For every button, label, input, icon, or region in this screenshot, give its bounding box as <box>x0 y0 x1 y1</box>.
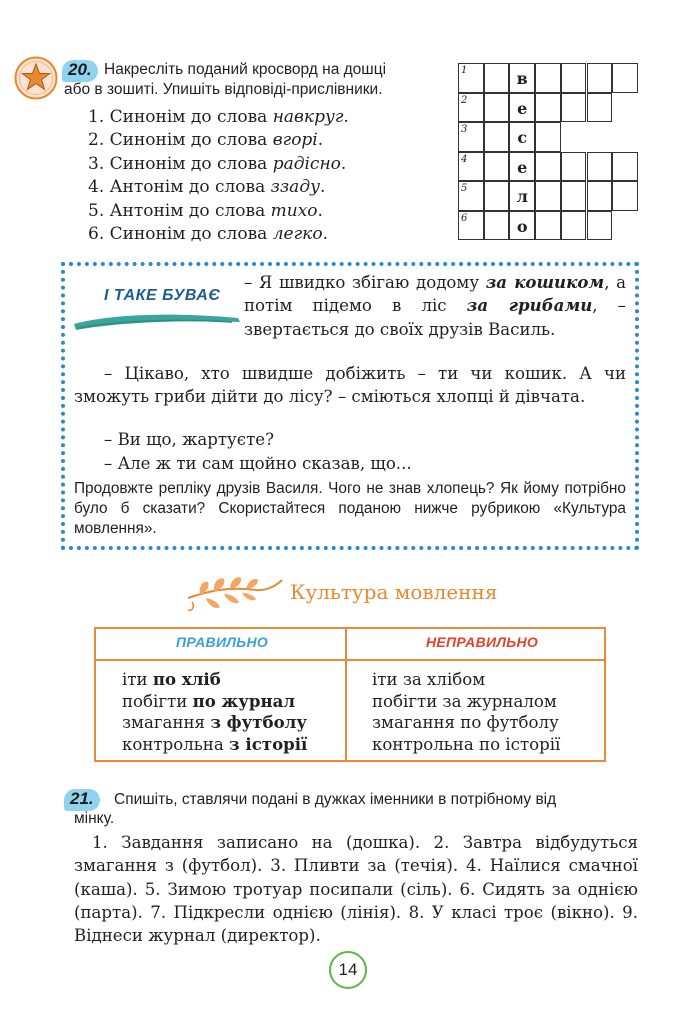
list-item: 3. Синонім до слова радісно. <box>88 153 347 174</box>
crossword-cell <box>458 211 484 241</box>
crossword-cell <box>587 93 613 123</box>
box-heading: І ТАКЕ БУВАЄ <box>104 287 221 304</box>
table-row: іти по хліб <box>122 669 221 689</box>
table-row: побігти за журналом <box>372 691 557 711</box>
crossword-key-letter: е <box>509 152 535 182</box>
crossword-cell <box>458 181 484 211</box>
exercise-20-number: 20. <box>68 60 92 79</box>
crossword-row-number: 4 <box>461 153 468 165</box>
story-paragraph-1: – Я швидко збігаю додому за кошиком, а потім підемо в ліс за грибами, – звертається до своїх друзів Василь. <box>244 272 626 339</box>
table-row: змагання по футболу <box>372 713 559 732</box>
crossword-cell <box>612 181 638 211</box>
wrong-header: НЕПРАВИЛЬНО <box>426 634 539 650</box>
story-paragraph-4: – Але ж ти сам щойно сказав, що... <box>104 454 412 473</box>
exercise-21-text: 1. Завдання записано на (дошка). 2. Завтра відбудуться змагання з (футбол). 3. Пливти за (течія). 4. Наїлися смачної (каша). 5. Зимою тротуар посипали (сіль). 6. Сидять за однією (парта). 7. Підкресли однією (лінія). 8. У класі троє (вікно). 9. Віднеси журнал (директор). <box>74 833 638 946</box>
culture-title: Культура мовлення <box>290 580 498 604</box>
list-item: 5. Антонім до слова тихо. <box>88 200 323 221</box>
correct-column <box>122 669 307 755</box>
page-number: 14 <box>329 951 367 989</box>
star-icon <box>14 56 58 100</box>
table-row: побігти по журнал <box>122 690 296 711</box>
exercise-21-number: 21. <box>70 789 94 808</box>
instruction-line-1: Спишіть, ставлячи подані в дужках іменники в потрібному від <box>114 791 557 808</box>
list-item: 1. Синонім до слова навкруг. <box>88 107 349 127</box>
crossword-cell <box>587 181 613 211</box>
list-item: 2. Синонім до слова вгорі. <box>88 130 324 151</box>
story-paragraph-3: – Ви що, жартуєте? <box>104 430 274 449</box>
crossword-row-number: 1 <box>461 65 468 76</box>
table-row: контрольна з історії <box>122 733 308 754</box>
crossword-cell <box>561 93 587 123</box>
crossword-cell <box>535 211 561 241</box>
list-item: 6. Синонім до слова легко. <box>88 224 328 245</box>
crossword-cell <box>587 152 613 182</box>
crossword-cell <box>561 152 587 182</box>
crossword-cell <box>535 63 561 93</box>
crossword-cell <box>561 63 587 93</box>
crossword-cell <box>484 122 510 152</box>
crossword-cell <box>484 152 510 182</box>
exercise-20-instruction <box>64 60 444 100</box>
table-row: змагання з футболу <box>122 712 308 732</box>
instruction-line-2: мінку. <box>74 810 115 827</box>
crossword-cell <box>535 122 561 152</box>
crossword-cell <box>587 63 613 93</box>
crossword-row-number: 6 <box>461 212 468 224</box>
crossword-cell <box>612 63 638 93</box>
box-task: Продовжте репліку друзів Василя. Чого не знав хлопець? Як йому потрібно було б сказати? Скористайтеся поданою нижче рубрикою «Культура мовлення». <box>74 480 626 537</box>
crossword-cell <box>458 93 484 123</box>
instruction-line-2: або в зошиті. Упишіть відповіді-прислівники. <box>64 81 383 98</box>
table-row: контрольна по історії <box>372 734 561 754</box>
exercise-21-instruction <box>74 790 626 828</box>
story-paragraph-2: – Цікаво, хто швидше добіжить – ти чи кошик. А чи зможуть гриби дійти до лісу? – сміються хлопці й дівчата. <box>74 364 626 407</box>
crossword-key-letter: в <box>509 63 535 93</box>
crossword-cell <box>535 181 561 211</box>
list-item: 4. Антонім до слова ззаду. <box>88 177 326 198</box>
culture-table <box>94 627 606 762</box>
crossword-row-number: 5 <box>461 183 468 194</box>
crossword-key-letter: с <box>509 122 535 152</box>
crossword-row-number: 2 <box>461 94 468 106</box>
table-row: іти за хлібом <box>372 670 486 689</box>
leaf-ornament-icon <box>186 572 286 614</box>
crossword-key-letter: о <box>509 211 535 241</box>
instruction-line-1: Накресліть поданий кросворд на дошці <box>104 61 387 78</box>
crossword-cell <box>561 211 587 241</box>
crossword-cell <box>612 152 638 182</box>
crossword-cell <box>458 122 484 152</box>
crossword-cell <box>561 181 587 211</box>
crossword-cell <box>535 93 561 123</box>
exercise-20-list <box>88 106 349 246</box>
crossword-cell <box>458 152 484 182</box>
crossword-key-letter: л <box>509 181 535 211</box>
brush-stroke-decoration <box>72 308 242 334</box>
crossword-cell <box>458 63 484 93</box>
crossword-cell <box>484 181 510 211</box>
crossword-cell <box>484 93 510 123</box>
crossword-key-letter: е <box>509 93 535 123</box>
crossword-cell <box>587 211 613 241</box>
crossword-cell <box>535 152 561 182</box>
correct-header: ПРАВИЛЬНО <box>176 634 269 650</box>
crossword-cell <box>484 211 510 241</box>
crossword-cell <box>484 63 510 93</box>
wrong-column <box>372 669 560 755</box>
crossword-row-number: 3 <box>461 124 468 135</box>
